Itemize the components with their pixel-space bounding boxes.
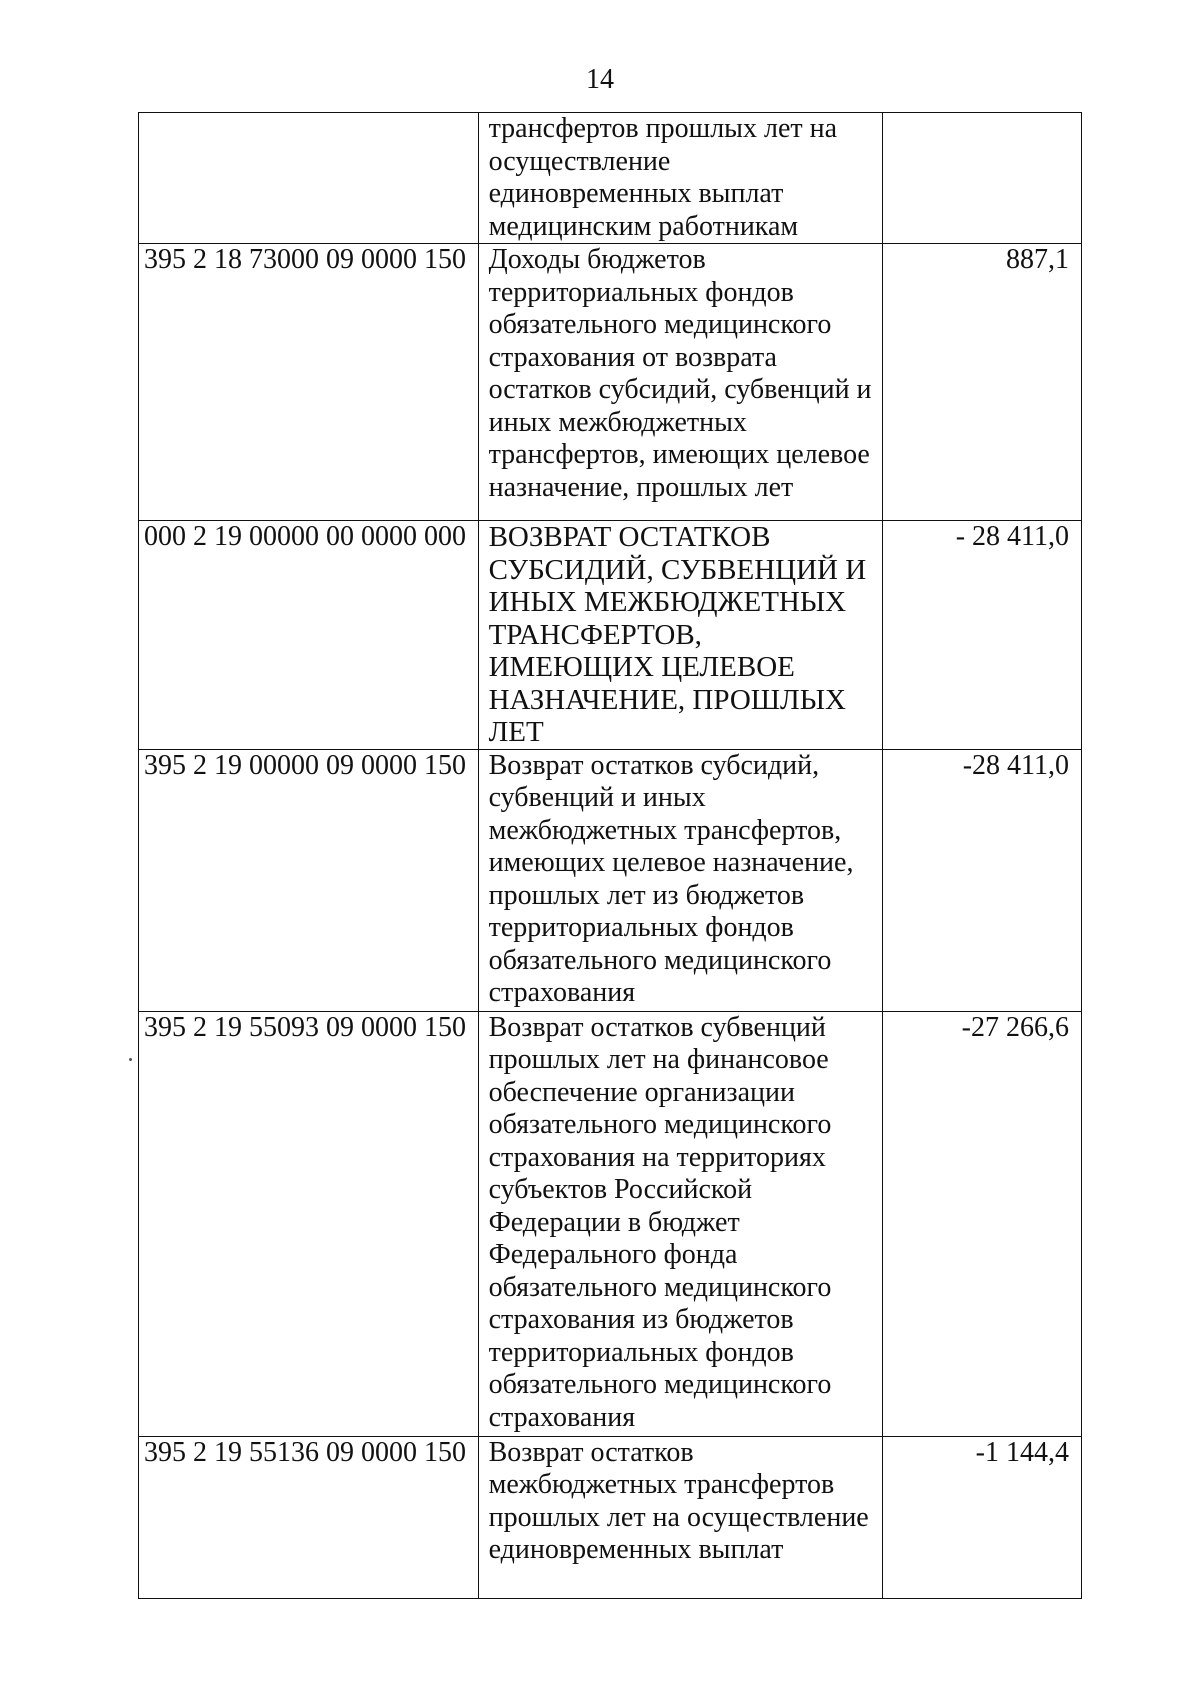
revenue-name-text: Возврат остатков субсидий, субвенций и иных межбюджетных трансфертов, имеющих целевое назначение, прошлых лет из бюджетов территориальных фондов обязательного медицинского страхования [488,749,854,1008]
sum-cell: - 28 411,0 [882,521,1081,750]
table-row [139,1011,1082,1436]
sum-cell [882,113,1081,244]
table-row [139,1436,1082,1598]
sum-cell: -27 266,6 [882,1011,1081,1436]
table-row [139,113,1082,244]
table-row [139,521,1082,750]
revenue-name-text: Доходы бюджетов территориальных фондов обязательного медицинского страхования от возврата остатков субсидий, субвенций и иных межбюджетных трансфертов, имеющих целевое назначение, прошлых лет [488,244,872,503]
revenue-name-text: трансфертов прошлых лет на осуществление единовременных выплат медицинским работникам [488,113,838,242]
budget-code-cell: 000 2 19 00000 00 0000 000 [139,521,479,750]
page-number: 14 [586,64,614,95]
revenue-name-text: Возврат остатков субвенций прошлых лет на финансовое обеспечение организации обязательного медицинского страхования на территориях субъектов Российской Федерации в бюджет Федерального фонда обязательного медицинского страхования из бюджетов территориальных фондов обязательного медицинского страхования [488,1011,832,1433]
sum-cell: 887,1 [882,244,1081,521]
revenue-name-text: Возврат остатков межбюджетных трансфертов прошлых лет на осуществление единовременных выплат [488,1436,869,1565]
revenue-name-cell [478,1436,882,1598]
budget-revenue-table [138,112,1082,1599]
sum-cell: -1 144,4 [882,1436,1081,1598]
revenue-name-cell [478,244,882,521]
budget-code-cell [139,113,479,244]
revenue-name-cell [478,749,882,1011]
budget-code-cell: 395 2 18 73000 09 0000 150 [139,244,479,521]
table-row [139,749,1082,1011]
budget-code-cell: 395 2 19 00000 09 0000 150 [139,749,479,1011]
scan-artifact-dot [129,1058,132,1061]
budget-code-cell: 395 2 19 55093 09 0000 150 [139,1011,479,1436]
revenue-name-text: ВОЗВРАТ ОСТАТКОВ СУБСИДИЙ, СУБВЕНЦИЙ И ИНЫХ МЕЖБЮДЖЕТНЫХ ТРАНСФЕРТОВ, ИМЕЮЩИХ ЦЕЛЕВОЕ НАЗНАЧЕНИЕ, ПРОШЛЫХ ЛЕТ [488,521,867,748]
revenue-name-cell [478,1011,882,1436]
budget-code-cell: 395 2 19 55136 09 0000 150 [139,1436,479,1598]
revenue-name-cell [478,113,882,244]
revenue-name-cell [478,521,882,750]
sum-cell: -28 411,0 [882,749,1081,1011]
table-row [139,244,1082,521]
